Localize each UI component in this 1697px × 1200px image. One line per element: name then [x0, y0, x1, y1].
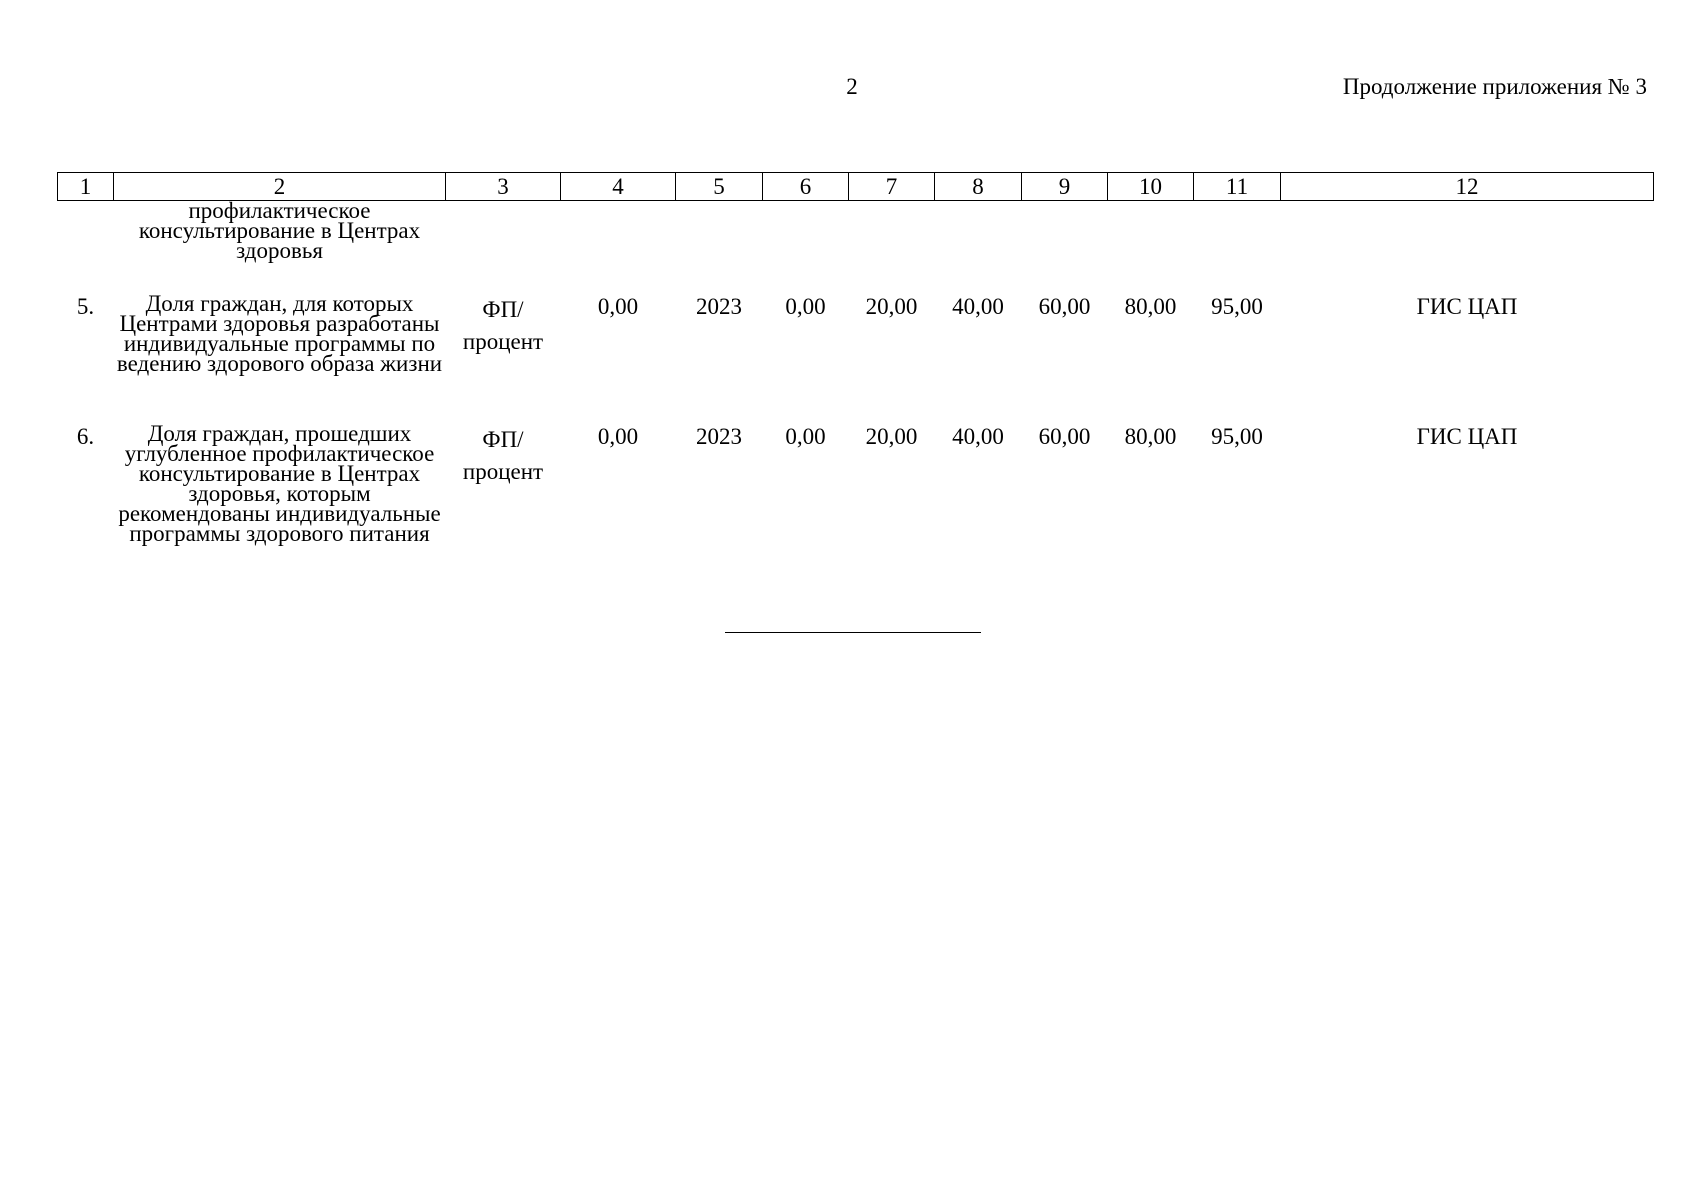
unit-measure: процент: [462, 329, 544, 354]
column-header: 9: [1022, 173, 1108, 201]
value-col-7: 20,00: [865, 294, 918, 319]
column-header: 10: [1108, 173, 1194, 201]
value-col-6: 0,00: [785, 424, 826, 449]
table-row: [58, 294, 1654, 424]
table-row: [58, 424, 1654, 594]
base-value: 0,00: [597, 294, 639, 319]
column-header: 1: [58, 173, 114, 201]
value-col-8: 40,00: [952, 294, 1004, 319]
value-col-10: 80,00: [1124, 294, 1177, 319]
value-col-7: 20,00: [865, 424, 918, 449]
value-col-11: 95,00: [1211, 424, 1263, 449]
base-year: 2023: [696, 294, 742, 319]
column-header: 12: [1281, 173, 1654, 201]
column-header: 4: [561, 173, 676, 201]
indicator-name: Доля граждан, для которых Центрами здоровья разработаны индивидуальные программы по ведению здорового образа жизни: [116, 291, 443, 376]
information-system: ГИС ЦАП: [1416, 424, 1518, 449]
column-header: 2: [114, 173, 446, 201]
information-system: ГИС ЦАП: [1416, 294, 1518, 319]
unit-measure: процент: [462, 459, 544, 484]
column-header: 7: [849, 173, 935, 201]
value-col-10: 80,00: [1124, 424, 1177, 449]
indicators-table: [57, 172, 1654, 594]
column-header: 11: [1194, 173, 1281, 201]
unit-type: ФП/: [482, 427, 524, 452]
unit-cell: [446, 424, 561, 594]
column-header: 5: [676, 173, 763, 201]
row-number: 5.: [76, 294, 95, 319]
column-number-row: [58, 173, 1654, 201]
indicator-name: Доля граждан, прошедших углубленное профилактическое консультирование в Центрах здоровья, которым рекомендованы индивидуальные программы здорового питания: [118, 421, 441, 546]
appendix-continuation-note: Продолжение приложения № 3: [1342, 74, 1647, 99]
value-col-8: 40,00: [952, 424, 1004, 449]
value-col-9: 60,00: [1038, 424, 1091, 449]
page-number: 2: [846, 74, 858, 99]
value-col-6: 0,00: [785, 294, 826, 319]
column-header: 3: [446, 173, 561, 201]
continued-indicator-text: профилактическое консультирование в Центрах здоровья: [138, 198, 421, 263]
column-header: 8: [935, 173, 1022, 201]
row-number: 6.: [76, 424, 95, 449]
unit-cell: [446, 294, 561, 424]
value-col-11: 95,00: [1211, 294, 1263, 319]
continued-row: [58, 201, 1654, 295]
base-year: 2023: [696, 424, 742, 449]
column-header: 6: [763, 173, 849, 201]
value-col-9: 60,00: [1038, 294, 1091, 319]
unit-type: ФП/: [482, 297, 524, 322]
base-value: 0,00: [597, 424, 639, 449]
document-end-line: [725, 632, 981, 633]
